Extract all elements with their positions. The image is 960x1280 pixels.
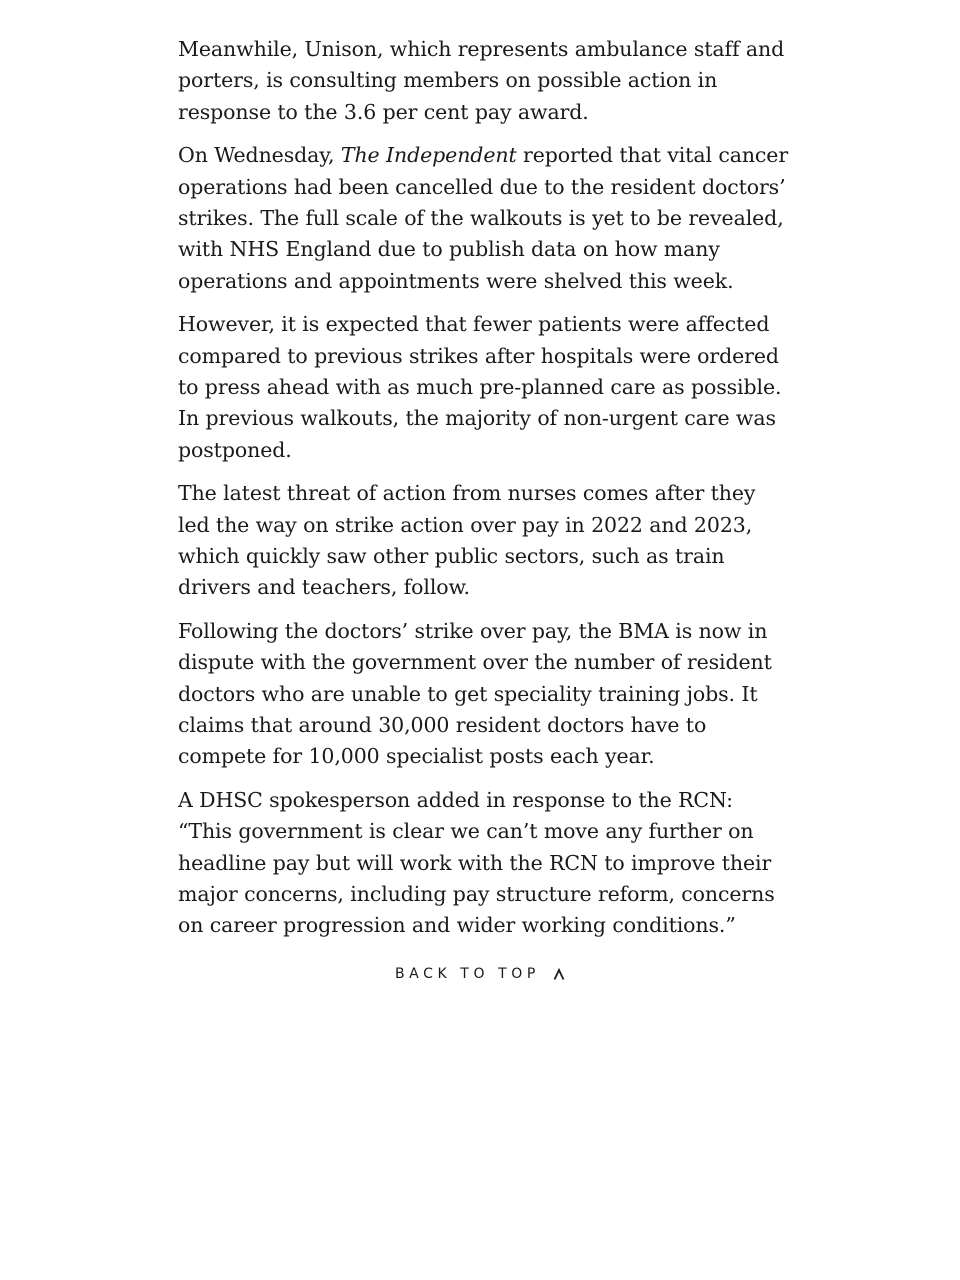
paragraph-text: On Wednesday,: [178, 143, 341, 168]
article-paragraph: The latest threat of action from nurses comes after they led the way on strike action over pay in 2022 and 2023, which quickly saw other public sectors, such as train drivers and teachers, follow.: [178, 481, 756, 600]
publication-name: The Independent: [340, 143, 517, 168]
article-paragraph: Following the doctors’ strike over pay, the BMA is now in dispute with the government over the number of resident doctors who are unable to get speciality training jobs. It claims that around 30,000 resident doctors have to compete for 10,000 specialist posts each year.: [178, 619, 772, 769]
article-body: [178, 34, 790, 954]
article-paragraph: Meanwhile, Unison, which represents ambulance staff and porters, is consulting members on possible action in response to the 3.6 per cent pay award.: [178, 37, 785, 124]
paragraph-text: reported that vital cancer operations had been cancelled due to the resident doctors’ strikes. The full scale of the walkouts is yet to be revealed, with NHS England due to publish data on how many operations and appointments were shelved this week.: [178, 143, 789, 293]
article-paragraph: However, it is expected that fewer patients were affected compared to previous strikes after hospitals were ordered to press ahead with as much pre-planned care as possible. In previous walkouts, the majority of non-urgent care was postponed.: [178, 312, 782, 462]
back-to-top-label: BACK TO TOP: [394, 966, 540, 982]
article-paragraph: A DHSC spokesperson added in response to the RCN: “This government is clear we can’t move any further on headline pay but will work with the RCN to improve their major concerns, including pay structure reform, concerns on career progression and wider working conditions.”: [178, 788, 775, 938]
article-paragraph: [178, 140, 790, 296]
back-to-top-link[interactable]: [0, 966, 960, 982]
caret-up-icon: [553, 967, 565, 981]
